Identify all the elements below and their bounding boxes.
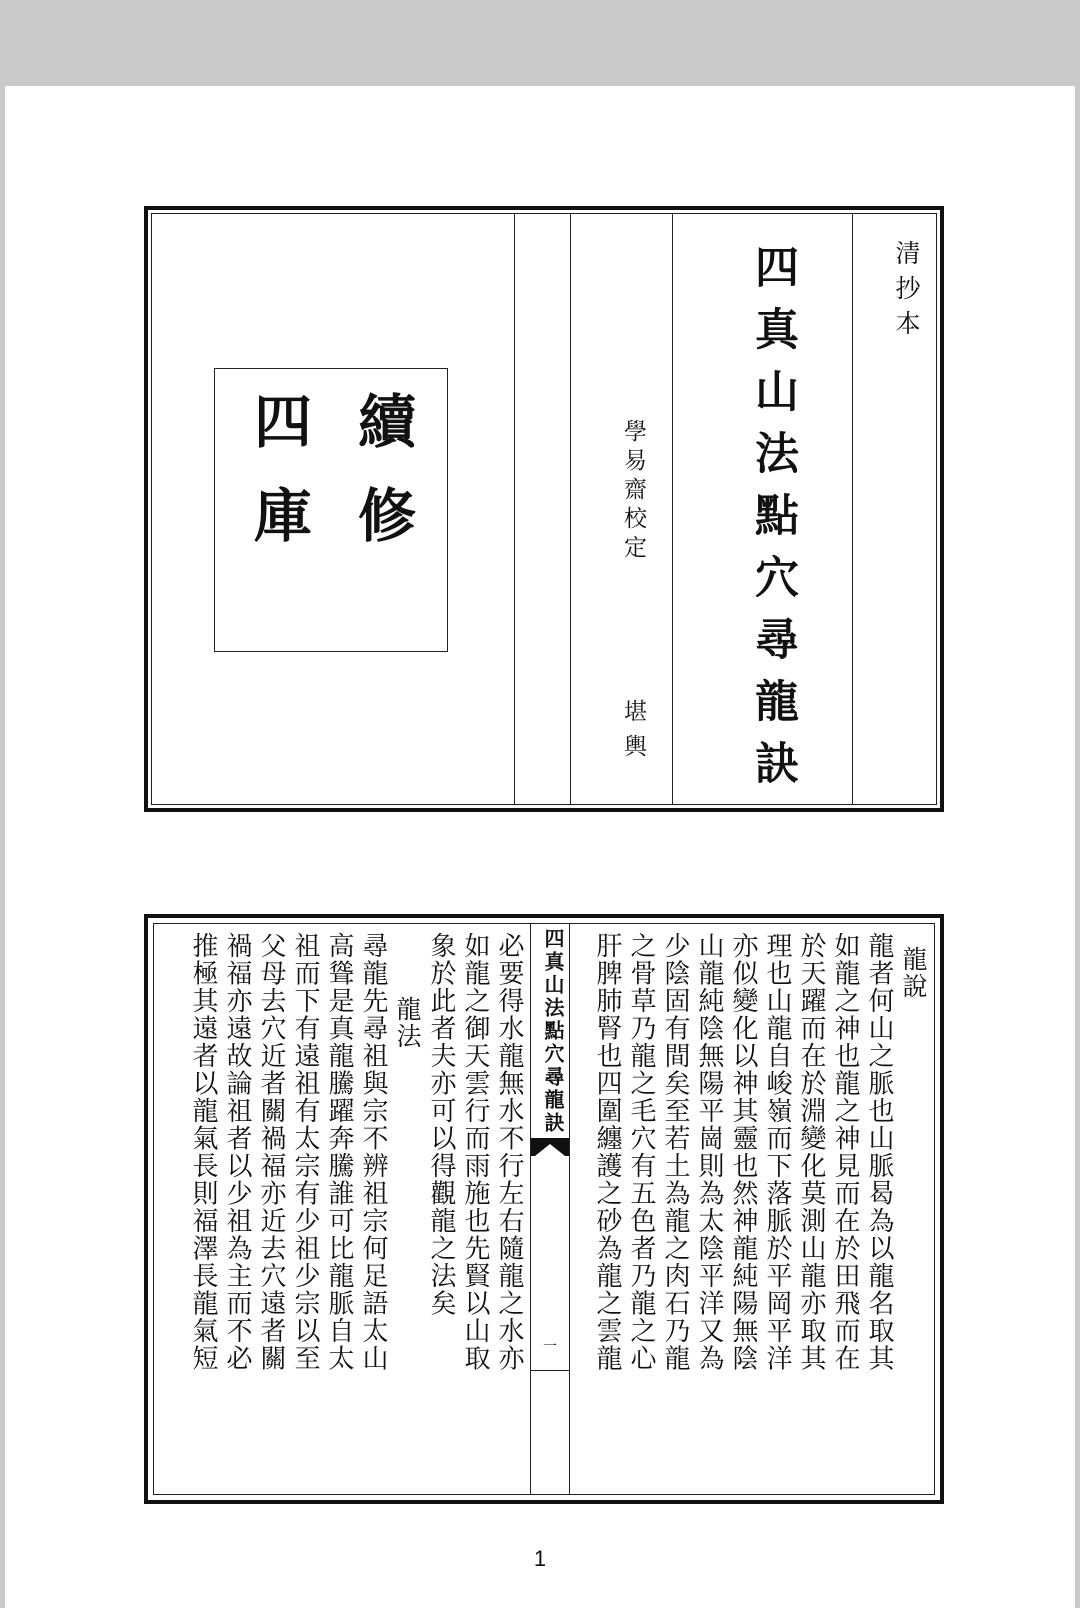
section-heading: 龍說 — [899, 946, 928, 1000]
text-column: 象於此者夫亦可以得觀龍之法矣 — [426, 932, 456, 1317]
text-column: 高聳是真龍騰躍奔騰誰可比龍脈自太 — [324, 932, 354, 1372]
gutter-page-number: 一 — [543, 1339, 557, 1355]
fishtail-mark — [531, 1138, 569, 1156]
column-divider — [514, 214, 515, 804]
title-page-inner-frame — [151, 213, 937, 805]
series-seal — [214, 368, 448, 652]
text-column: 禍福亦遠故論祖者以少祖為主而不必 — [222, 932, 252, 1372]
gutter-divider — [531, 1370, 569, 1371]
text-column: 如龍之御天雲行而雨施也先賢以山取 — [460, 932, 490, 1372]
text-column: 祖而下有遠祖有太宗有少祖少宗以至 — [290, 932, 320, 1372]
text-column: 肝脾肺腎也四圍纏護之砂為龍之雲龍 — [592, 932, 622, 1372]
text-column: 尋龍先尋祖與宗不辨祖宗何足語太山 — [358, 932, 388, 1372]
page-number: 1 — [533, 1546, 547, 1571]
category-label: 堪輿 — [620, 699, 646, 769]
text-column: 推極其遠者以龍氣長則福澤長龍氣短 — [188, 932, 218, 1372]
text-column: 如龍之神也龍之神見而在於田飛而在 — [830, 932, 860, 1372]
text-column: 必要得水龍無水不行左右隨龍之水亦 — [494, 932, 524, 1372]
seal-column: 四庫 — [244, 391, 312, 579]
text-column: 山龍純陰無陽平崗則為太陰平洋又為 — [694, 932, 724, 1372]
text-page-inner-frame — [153, 923, 935, 1495]
column-divider — [852, 214, 853, 804]
title-page-frame — [144, 206, 944, 812]
book-title: 四真山法點穴尋龍訣 — [747, 244, 798, 802]
text-column: 理也山龍自峻嶺而下落脈於平岡平洋 — [762, 932, 792, 1372]
section-heading: 龍法 — [393, 996, 422, 1050]
text-column: 父母去穴近者關禍福亦近去穴遠者關 — [256, 932, 286, 1372]
seal-column: 續修 — [348, 391, 416, 579]
scanned-page — [5, 86, 1075, 1608]
text-column: 於天躍而在於淵變化莫測山龍亦取其 — [796, 932, 826, 1372]
column-divider — [570, 214, 571, 804]
center-gutter — [530, 924, 570, 1494]
text-column: 龍者何山之脈也山脈曷為以龍名取其 — [864, 932, 894, 1372]
text-column: 亦似變化以神其靈也然神龍純陽無陰 — [728, 932, 758, 1372]
edition-label: 清抄本 — [892, 240, 921, 345]
editor-credit: 學易齋校定 — [620, 419, 646, 564]
text-column: 之骨草乃龍之毛穴有五色者乃龍之心 — [626, 932, 656, 1372]
text-page-frame — [144, 914, 944, 1504]
gutter-book-title: 四真山法點穴尋龍訣 — [541, 928, 565, 1135]
column-divider — [672, 214, 673, 804]
text-column: 少陰固有間矣至若土為龍之肉石乃龍 — [660, 932, 690, 1372]
